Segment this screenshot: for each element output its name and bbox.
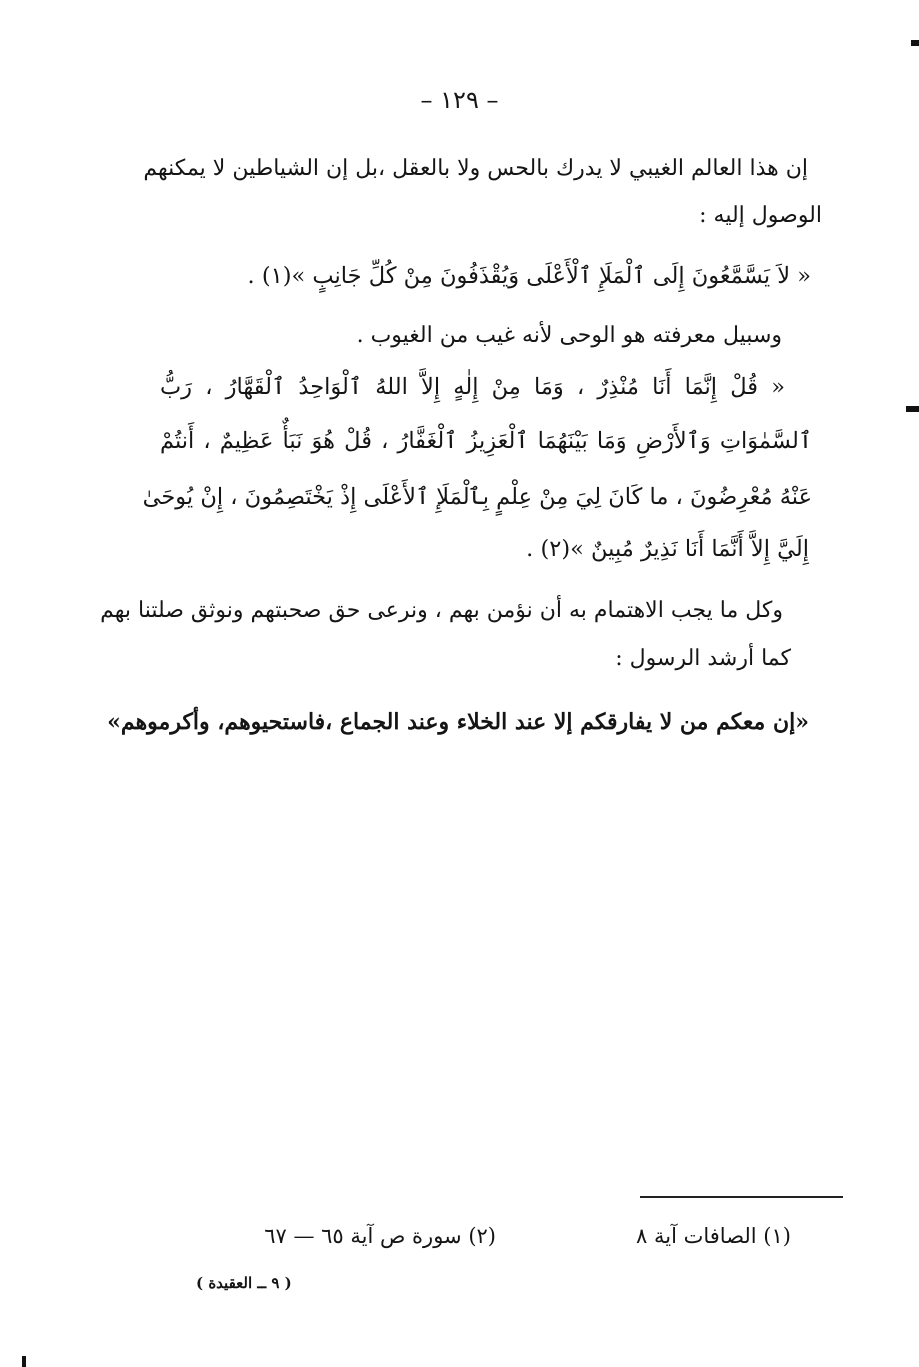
footnote-2: (٢) سورة ص آية ٦٥ — ٦٧: [264, 1224, 496, 1248]
edge-mark-middle: [906, 406, 919, 412]
signature-mark: ( ٩ ــ العقيدة ): [196, 1274, 292, 1292]
body-line-5: كما أرشد الرسول :: [615, 646, 791, 671]
footnote-separator: [640, 1196, 843, 1198]
body-line-3: وسبيل معرفته هو الوحى لأنه غيب من الغيوب .: [356, 323, 782, 348]
body-line-2: الوصول إليه :: [699, 203, 822, 228]
quran-verse-2-line-2: ٱلسَّمٰوَاتِ وَٱلأَرْضِ وَمَا بَيْنَهُمَا ٱلْعَزِيزُ ٱلْغَفَّارُ ، قُلْ هُوَ نَبَأٌ عَظِيمٌ ، أَنتُمْ: [160, 428, 812, 454]
body-line-4: وكل ما يجب الاهتمام به أن نؤمن بهم ، ونرعى حق صحبتهم ونوثق صلتنا بهم: [100, 598, 783, 623]
quran-verse-1: « لاَ يَسَّمَّعُونَ إِلَى ٱلْمَلَإِ ٱلْأَعْلَى وَيُقْذَفُونَ مِنْ كُلِّ جَانِبٍ »(١) .: [247, 263, 811, 289]
footnote-1: (١) الصافات آية ٨: [636, 1224, 791, 1248]
hadith-quote: «إن معكم من لا يفارقكم إلا عند الخلاء وعند الجماع ،فاستحيوهم، وأكرموهم»: [107, 709, 809, 735]
edge-mark-bottom: [22, 1356, 26, 1367]
quran-verse-2-line-1: « قُلْ إِنَّمَا أَنَا مُنْذِرٌ ، وَمَا مِنْ إِلٰهٍ إِلاَّ اللهُ ٱلْوَاحِدُ ٱلْقَهَّارُ ، رَبُّ: [160, 374, 785, 400]
quran-verse-2-line-4: إِلَيَّ إِلاَّ أَنَّمَا أَنَا نَذِيرٌ مُبِينٌ »(٢) .: [526, 536, 809, 562]
body-line-1: إن هذا العالم الغيبي لا يدرك بالحس ولا بالعقل ،بل إن الشياطين لا يمكنهم: [143, 156, 808, 181]
page-number: – ١٢٩ –: [420, 86, 499, 114]
edge-mark-top: [911, 40, 919, 46]
quran-verse-2-line-3: عَنْهُ مُعْرِضُونَ ، ما كَانَ لِيَ مِنْ عِلْمٍ بِٱلْمَلَإِ ٱلأَعْلَى إِذْ يَخْتَصِمُونَ ، إِنْ يُوحَىٰ: [142, 484, 812, 510]
